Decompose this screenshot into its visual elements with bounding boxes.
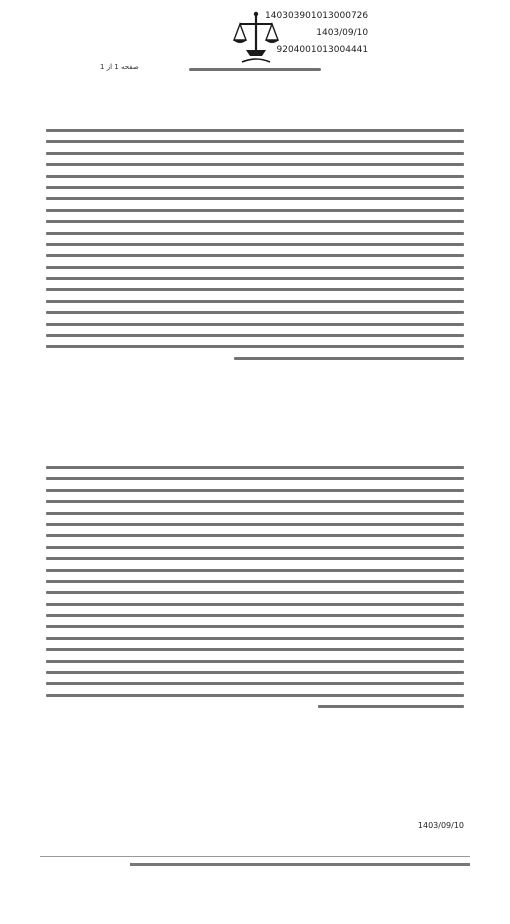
text-line-graphic xyxy=(46,266,464,269)
header-field-value: 140303901013000726 xyxy=(265,11,369,21)
text-line-graphic xyxy=(46,534,464,537)
text-line xyxy=(46,701,464,712)
text-line xyxy=(46,462,464,473)
text-line-graphic xyxy=(46,254,464,257)
text-line-graphic xyxy=(46,152,464,155)
header-field-row xyxy=(225,25,375,42)
text-line xyxy=(46,171,464,182)
footer-text-graphic xyxy=(130,863,470,866)
text-line xyxy=(46,576,464,587)
text-line xyxy=(46,656,464,667)
footer-divider xyxy=(40,856,470,857)
text-line xyxy=(46,542,464,553)
text-line-graphic xyxy=(46,140,464,143)
text-line xyxy=(46,273,464,284)
text-line xyxy=(46,644,464,655)
text-line-graphic xyxy=(46,625,464,628)
text-line-graphic xyxy=(46,477,464,480)
document-header-fields xyxy=(225,8,375,59)
text-line xyxy=(46,473,464,484)
text-line-graphic xyxy=(46,466,464,469)
text-line-graphic xyxy=(46,660,464,663)
text-line-graphic xyxy=(46,277,464,280)
text-line-graphic xyxy=(46,243,464,246)
text-line-graphic xyxy=(46,129,464,132)
text-line xyxy=(46,678,464,689)
text-line xyxy=(46,519,464,530)
text-line-graphic xyxy=(46,637,464,640)
text-line-graphic xyxy=(46,345,464,348)
announcement-paragraph-1 xyxy=(46,125,464,375)
text-line xyxy=(46,621,464,632)
text-line-graphic xyxy=(46,682,464,685)
text-line xyxy=(46,485,464,496)
text-line-graphic xyxy=(46,603,464,606)
text-line xyxy=(46,159,464,170)
text-line-graphic xyxy=(46,671,464,674)
text-line xyxy=(46,599,464,610)
text-line-graphic xyxy=(46,489,464,492)
text-line-graphic xyxy=(46,232,464,235)
text-line-graphic xyxy=(46,209,464,212)
text-line xyxy=(46,587,464,598)
page-number: صفحه 1 از 1 xyxy=(100,63,139,71)
text-line xyxy=(46,553,464,564)
text-line-graphic xyxy=(46,546,464,549)
text-line xyxy=(46,125,464,136)
text-line-graphic xyxy=(46,569,464,572)
text-line xyxy=(46,239,464,250)
text-line xyxy=(46,193,464,204)
text-line-graphic xyxy=(46,648,464,651)
text-line-graphic xyxy=(46,323,464,326)
header-field-value: 9204001013004441 xyxy=(276,45,369,55)
text-line xyxy=(46,530,464,541)
text-line xyxy=(46,319,464,330)
text-line-graphic xyxy=(46,300,464,303)
text-line-graphic xyxy=(46,334,464,337)
text-line-graphic xyxy=(46,220,464,223)
text-line xyxy=(46,633,464,644)
text-line-graphic xyxy=(46,591,464,594)
text-line xyxy=(46,330,464,341)
text-line xyxy=(46,136,464,147)
text-line xyxy=(46,496,464,507)
text-line xyxy=(46,307,464,318)
text-line-graphic xyxy=(46,580,464,583)
page-footer xyxy=(40,861,470,868)
signature-date: 1403/09/10 xyxy=(417,821,464,830)
text-line-graphic xyxy=(46,175,464,178)
text-line xyxy=(46,148,464,159)
text-line xyxy=(46,205,464,216)
signature-block xyxy=(264,820,464,832)
text-line-graphic xyxy=(46,694,464,697)
text-line xyxy=(46,353,464,364)
text-line-graphic xyxy=(234,357,464,360)
text-line-graphic xyxy=(46,557,464,560)
text-line xyxy=(46,508,464,519)
text-line-graphic xyxy=(46,523,464,526)
organization-name-graphic xyxy=(185,66,325,74)
text-line xyxy=(46,610,464,621)
text-line-graphic xyxy=(46,500,464,503)
text-line-graphic xyxy=(46,197,464,200)
text-line xyxy=(46,182,464,193)
text-line-graphic xyxy=(46,311,464,314)
text-line-graphic xyxy=(46,163,464,166)
text-line xyxy=(46,284,464,295)
text-line xyxy=(46,228,464,239)
text-line xyxy=(46,296,464,307)
text-line xyxy=(46,262,464,273)
text-line-graphic xyxy=(46,186,464,189)
text-line-graphic xyxy=(318,705,464,708)
text-line xyxy=(46,341,464,352)
text-line xyxy=(46,216,464,227)
header-field-value: 1403/09/10 xyxy=(316,28,369,38)
header-field-row xyxy=(225,8,375,25)
text-line-graphic xyxy=(46,288,464,291)
text-line-graphic xyxy=(46,512,464,515)
text-line xyxy=(46,250,464,261)
announcement-paragraph-2 xyxy=(46,462,464,722)
header-field-row xyxy=(225,42,375,59)
text-line xyxy=(46,667,464,678)
text-line-graphic xyxy=(46,614,464,617)
text-line xyxy=(46,565,464,576)
text-line xyxy=(46,690,464,701)
